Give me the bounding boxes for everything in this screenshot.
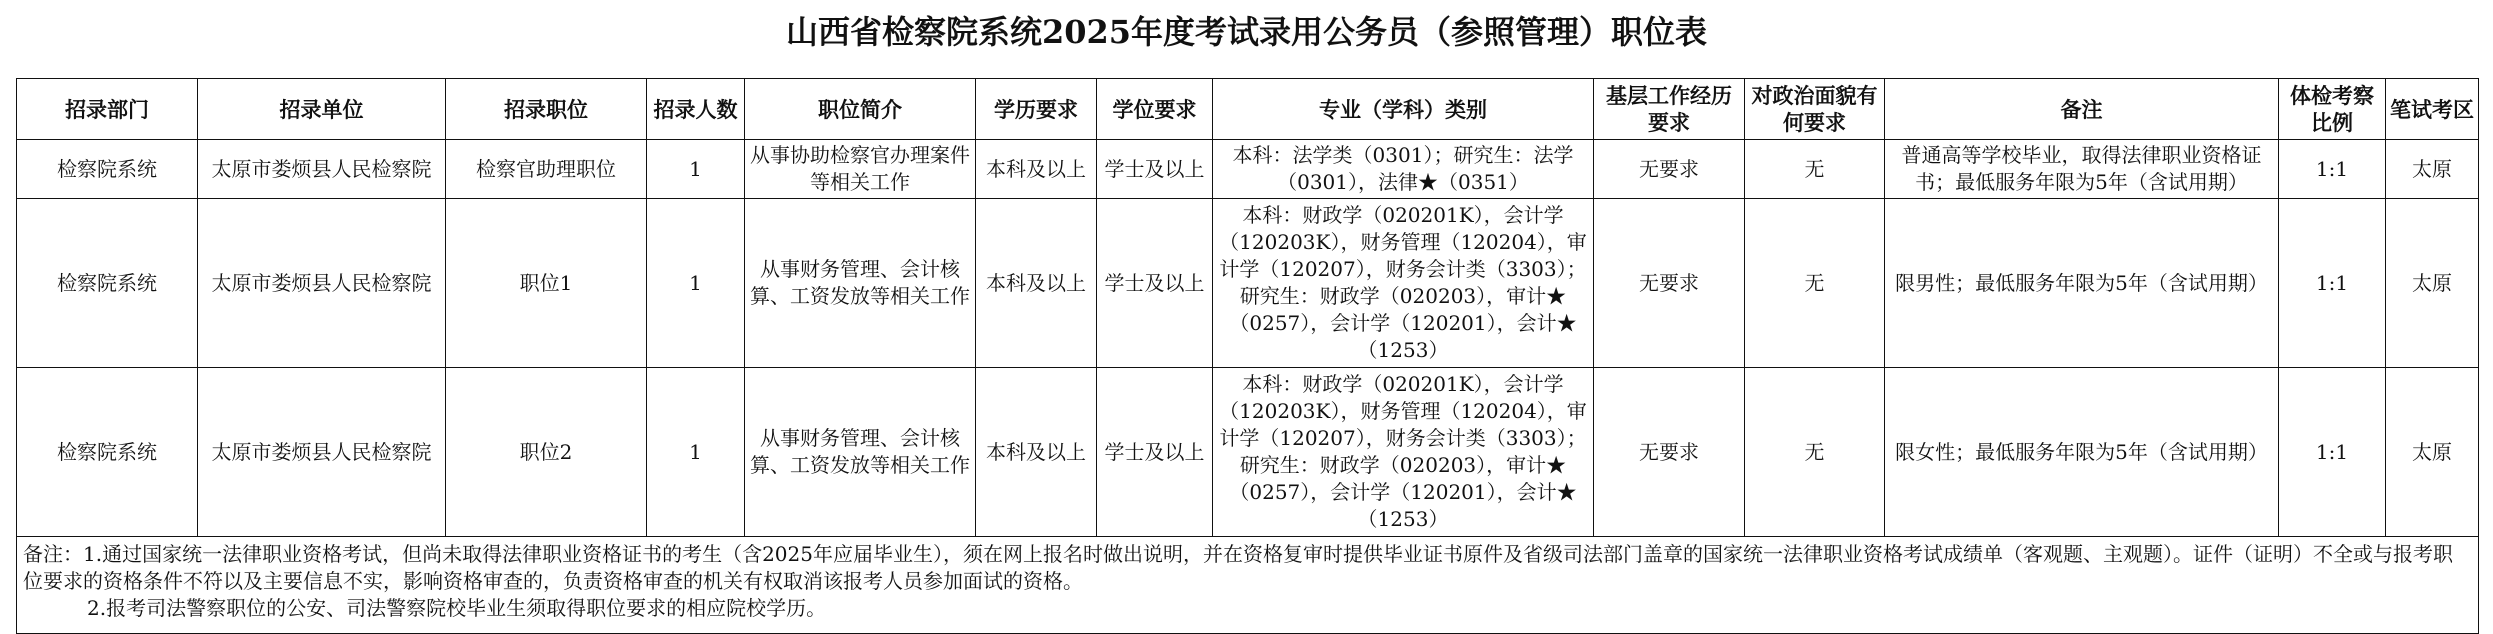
- table-cell: 太原市娄烦县人民检察院: [198, 368, 446, 537]
- table-cell: 限男性；最低服务年限为5年（含试用期）: [1885, 199, 2279, 368]
- table-cell: 无要求: [1594, 140, 1745, 199]
- table-cell: 太原: [2386, 199, 2479, 368]
- header-cell: 招录单位: [198, 79, 446, 140]
- notes-cell: [17, 537, 2479, 634]
- header-cell: 体检考察比例: [2279, 79, 2386, 140]
- position-table: [16, 78, 2479, 634]
- table-cell: 1:1: [2279, 140, 2386, 199]
- header-cell: 专业（学科）类别: [1213, 79, 1594, 140]
- table-cell: 1:1: [2279, 199, 2386, 368]
- table-cell: 无: [1745, 199, 1885, 368]
- table-cell: 1:1: [2279, 368, 2386, 537]
- table-cell: 无要求: [1594, 368, 1745, 537]
- note-1: 备注：1.通过国家统一法律职业资格考试，但尚未取得法律职业资格证书的考生（含2025年应届毕业生），须在网上报名时做出说明，并在资格复审时提供毕业证书原件及省级司法部门盖章的国家统一法律职业资格考试成绩单（客观题、主观题）。证件（证明）不全或与报考职位要求的资格条件不符以及主要信息不实，影响资格审查的，负责资格审查的机关有权取消该报考人员参加面试的资格。: [23, 542, 2453, 593]
- table-cell: 本科及以上: [976, 368, 1097, 537]
- table-cell: 普通高等学校毕业，取得法律职业资格证书；最低服务年限为5年（含试用期）: [1885, 140, 2279, 199]
- table-cell: 本科：财政学（020201K），会计学（120203K），财务管理（120204），审计学（120207），财务会计类（3303）；研究生：财政学（020203），审计★（0257），会计学（120201），会计★（1253）: [1213, 368, 1594, 537]
- header-cell: 招录部门: [17, 79, 198, 140]
- header-cell: 笔试考区: [2386, 79, 2479, 140]
- header-cell: 学历要求: [976, 79, 1097, 140]
- table-cell: 太原: [2386, 140, 2479, 199]
- table-cell: 太原: [2386, 368, 2479, 537]
- table-cell: 本科：法学类（0301）；研究生：法学（0301），法律★（0351）: [1213, 140, 1594, 199]
- page-title: 山西省检察院系统2025年度考试录用公务员（参照管理）职位表: [785, 13, 1708, 51]
- header-cell: 基层工作经历要求: [1594, 79, 1745, 140]
- table-cell: 职位1: [446, 199, 647, 368]
- header-cell: 职位简介: [745, 79, 976, 140]
- header-cell: 学位要求: [1097, 79, 1213, 140]
- note-2: 2.报考司法警察职位的公安、司法警察院校毕业生须取得职位要求的相应院校学历。: [87, 596, 827, 620]
- table-cell: 1: [647, 199, 745, 368]
- table-cell: 无要求: [1594, 199, 1745, 368]
- header-row: [17, 79, 2479, 140]
- table-cell: 1: [647, 140, 745, 199]
- notes-row: [17, 537, 2479, 634]
- table-cell: 太原市娄烦县人民检察院: [198, 199, 446, 368]
- table-cell: 检察院系统: [17, 140, 198, 199]
- table-cell: 1: [647, 368, 745, 537]
- table-cell: 从事协助检察官办理案件等相关工作: [745, 140, 976, 199]
- table-cell: 本科及以上: [976, 199, 1097, 368]
- header-cell: 招录人数: [647, 79, 745, 140]
- header-cell: 招录职位: [446, 79, 647, 140]
- table-cell: 学士及以上: [1097, 140, 1213, 199]
- table-cell: 从事财务管理、会计核算、工资发放等相关工作: [745, 199, 976, 368]
- header-cell: 对政治面貌有何要求: [1745, 79, 1885, 140]
- table-cell: 限女性；最低服务年限为5年（含试用期）: [1885, 368, 2279, 537]
- table-row: [17, 368, 2479, 537]
- header-cell: 备注: [1885, 79, 2279, 140]
- table-row: [17, 140, 2479, 199]
- table-cell: 检察官助理职位: [446, 140, 647, 199]
- table-row: [17, 199, 2479, 368]
- table-cell: 太原市娄烦县人民检察院: [198, 140, 446, 199]
- table-cell: 学士及以上: [1097, 368, 1213, 537]
- table-cell: 无: [1745, 140, 1885, 199]
- table-cell: 从事财务管理、会计核算、工资发放等相关工作: [745, 368, 976, 537]
- table-cell: 检察院系统: [17, 368, 198, 537]
- table-cell: 本科：财政学（020201K），会计学（120203K），财务管理（120204），审计学（120207），财务会计类（3303）；研究生：财政学（020203），审计★（0257），会计学（120201），会计★（1253）: [1213, 199, 1594, 368]
- table-cell: 职位2: [446, 368, 647, 537]
- table-cell: 本科及以上: [976, 140, 1097, 199]
- table-cell: 无: [1745, 368, 1885, 537]
- table-cell: 学士及以上: [1097, 199, 1213, 368]
- table-cell: 检察院系统: [17, 199, 198, 368]
